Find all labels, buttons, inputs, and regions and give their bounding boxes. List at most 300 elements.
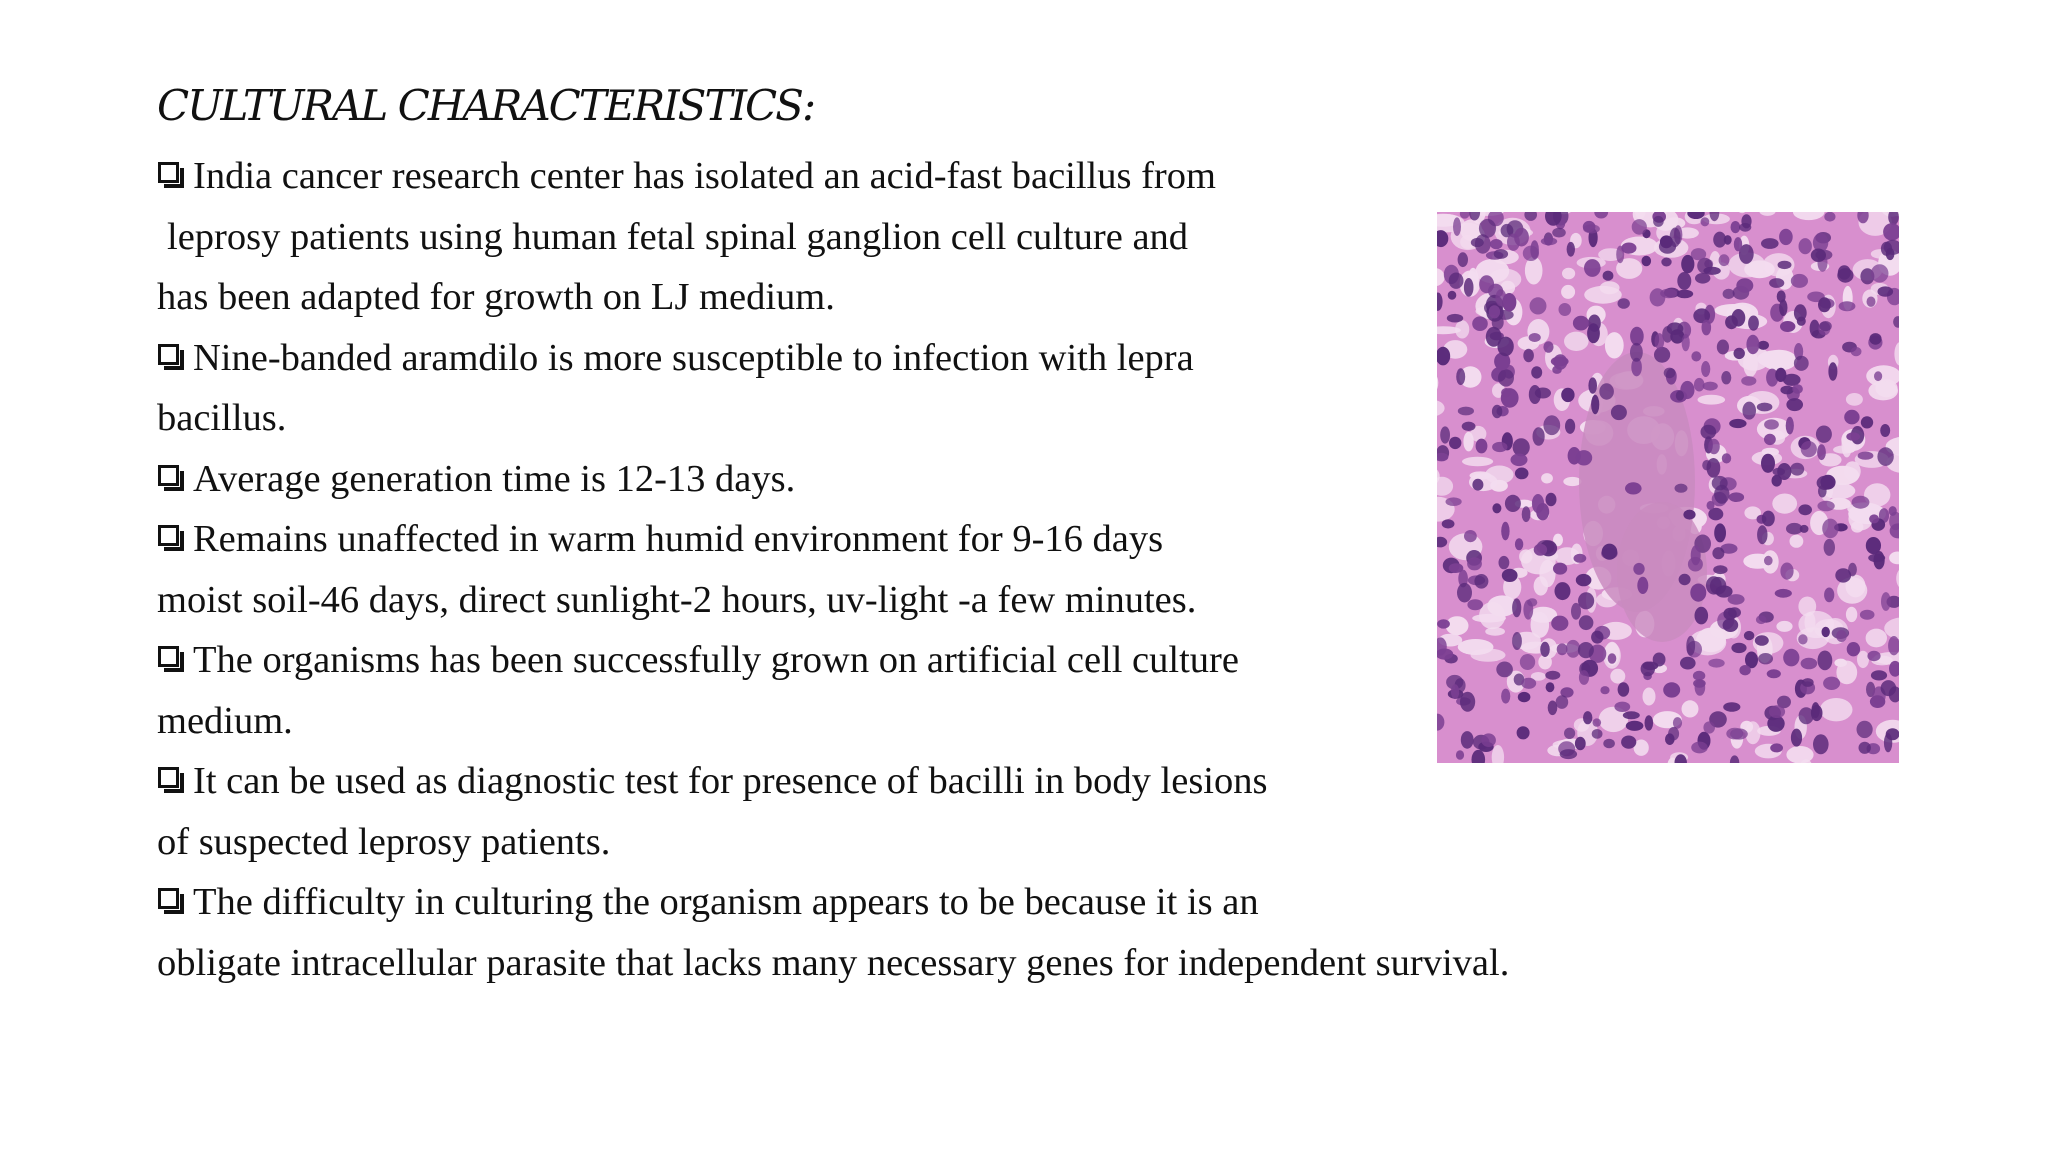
histology-shape [1654, 347, 1670, 363]
histology-shape [1562, 268, 1575, 280]
histology-shape [1551, 616, 1568, 631]
histology-shape [1496, 662, 1513, 678]
histology-shape [1871, 670, 1887, 680]
histology-shape [1823, 677, 1840, 690]
histology-shape [1447, 314, 1463, 323]
histology-shape [1690, 584, 1706, 602]
histology-shape [1707, 501, 1715, 510]
histology-shape [1621, 736, 1636, 749]
histology-shape [1645, 715, 1654, 730]
checkbox-bullet-icon [157, 885, 189, 917]
histology-shape [1695, 607, 1709, 625]
histology-shape [1717, 340, 1729, 355]
line-text: The organisms has been successfully grown on artificial cell culture [193, 639, 1239, 681]
histology-shape [1655, 333, 1665, 349]
histology-shape [1599, 383, 1614, 399]
histology-shape [1458, 252, 1468, 267]
bullet-line [157, 630, 1617, 691]
histology-shape [1626, 721, 1644, 731]
histology-shape [1512, 632, 1522, 650]
histology-shape [1691, 248, 1706, 260]
histology-shape [1446, 497, 1462, 506]
histology-shape [1881, 680, 1897, 696]
histology-shape [1530, 240, 1539, 259]
histology-shape [1474, 574, 1488, 589]
histology-shape [1779, 229, 1793, 245]
histology-shape [1714, 523, 1726, 542]
histology-shape [1757, 403, 1773, 412]
histology-shape [1748, 316, 1759, 331]
histology-shape [1721, 371, 1731, 384]
line-text: of suspected leprosy patients. [157, 820, 611, 863]
histology-shape [1663, 682, 1680, 697]
line-text: Average generation time is 12-13 days. [193, 457, 796, 500]
histology-shape [1719, 254, 1730, 266]
histology-shape [1880, 424, 1890, 437]
histology-shape [1786, 417, 1794, 435]
checkbox-bullet-icon [157, 159, 189, 191]
histology-shape [1561, 285, 1575, 299]
histology-shape [1573, 316, 1589, 331]
line-text: The difficulty in culturing the organism appears to be because it is an [193, 881, 1259, 923]
histology-shape [1440, 426, 1450, 443]
histology-shape [1617, 502, 1707, 642]
histology-shape [1579, 670, 1589, 685]
histology-shape [1546, 493, 1557, 507]
histology-shape [1501, 522, 1509, 541]
histology-shape [1838, 265, 1851, 279]
histology-shape [1798, 504, 1812, 515]
histology-shape [1464, 530, 1477, 542]
histology-shape [1591, 395, 1599, 415]
histology-shape [1456, 368, 1465, 385]
histology-shape [1553, 354, 1567, 369]
histology-shape [1802, 678, 1814, 687]
histology-svg [1437, 212, 1899, 763]
checkbox-bullet-icon [157, 764, 189, 796]
histology-shape [1575, 737, 1586, 750]
histology-shape [1712, 547, 1724, 559]
bullet-line [157, 872, 1617, 933]
histology-shape [1495, 289, 1506, 306]
histology-shape [1846, 393, 1863, 406]
histology-shape [1523, 600, 1533, 620]
histology-shape [1741, 214, 1751, 228]
histology-shape [1701, 217, 1710, 226]
histology-shape [1833, 446, 1854, 454]
histology-shape [1593, 718, 1602, 726]
histology-shape [1533, 427, 1545, 446]
histology-shape [1471, 238, 1484, 247]
histology-shape [1767, 669, 1781, 678]
histology-shape [1836, 630, 1847, 642]
histology-shape [1871, 264, 1889, 282]
histology-shape [1531, 366, 1542, 378]
histology-shape [1801, 658, 1818, 670]
histology-shape [1746, 335, 1759, 354]
histology-shape [1786, 746, 1813, 763]
histology-shape [1521, 678, 1536, 689]
histology-shape [1514, 228, 1529, 247]
histology-shape [1578, 642, 1594, 658]
histology-shape [1860, 610, 1875, 620]
histology-shape [1761, 454, 1775, 473]
histology-shape [1499, 556, 1510, 569]
histology-shape [1756, 615, 1767, 624]
histology-shape [1886, 248, 1895, 260]
histology-shape [1775, 589, 1792, 598]
histology-shape [1489, 305, 1500, 318]
histology-shape [1610, 669, 1625, 684]
histology-shape [1659, 239, 1676, 253]
histology-shape [1512, 598, 1521, 617]
histology-shape [1695, 273, 1710, 284]
histology-shape [1869, 514, 1879, 523]
histology-shape [1448, 291, 1457, 300]
histology-shape [1792, 384, 1803, 393]
histology-shape [1777, 463, 1791, 480]
histology-shape [1824, 212, 1835, 222]
histology-shape [1790, 463, 1804, 476]
histology-shape [1546, 682, 1555, 692]
histology-shape [1600, 686, 1609, 694]
histology-shape [1713, 565, 1727, 574]
histology-shape [1818, 297, 1831, 312]
histology-shape [1867, 651, 1880, 661]
histology-shape [1534, 544, 1547, 556]
histology-shape [1661, 258, 1671, 267]
histology-shape [1561, 388, 1574, 402]
continuation-line [157, 267, 1617, 328]
histology-shape [1623, 711, 1640, 719]
histology-shape [1556, 695, 1569, 709]
histology-shape [1776, 621, 1792, 632]
histology-shape [1783, 374, 1801, 386]
histology-shape [1818, 651, 1833, 671]
histology-shape [1517, 726, 1530, 739]
histology-shape [1770, 743, 1783, 752]
histology-shape [1691, 742, 1708, 754]
histology-shape [1458, 639, 1494, 655]
histology-shape [1702, 460, 1711, 470]
histology-shape [1741, 376, 1756, 386]
histology-shape [1723, 702, 1740, 712]
histology-shape [1822, 627, 1830, 637]
line-text: obligate intracellular parasite that lacks many necessary genes for independent survival. [157, 941, 1510, 984]
checkbox-bullet-icon [157, 522, 189, 554]
histology-shape [1519, 549, 1532, 563]
histology-shape [1650, 288, 1666, 306]
histology-shape [1605, 332, 1624, 358]
histology-shape [1449, 273, 1464, 289]
bullet-line [157, 449, 1617, 510]
histology-shape [1867, 297, 1876, 307]
line-text: leprosy patients using human fetal spinal ganglion cell culture and [167, 215, 1189, 258]
histology-shape [1522, 506, 1531, 522]
histology-shape [1505, 495, 1521, 512]
histology-shape [1490, 239, 1503, 249]
histology-shape [1846, 432, 1860, 440]
histology-shape [1731, 221, 1741, 233]
histology-shape [1576, 450, 1593, 465]
histology-shape [1722, 453, 1731, 463]
histology-shape [1769, 278, 1784, 288]
histology-shape [1492, 442, 1507, 452]
histology-shape [1458, 407, 1474, 416]
checkbox-bullet-icon [157, 643, 189, 675]
histology-shape [1783, 649, 1799, 667]
histology-shape [1472, 479, 1483, 491]
histology-shape [1811, 702, 1819, 718]
histology-shape [1764, 556, 1773, 566]
histology-shape [1557, 643, 1568, 655]
histology-shape [1442, 519, 1455, 528]
histology-shape [1614, 702, 1630, 712]
continuation-line [157, 933, 1617, 994]
histology-shape [1799, 238, 1812, 254]
histology-shape [1529, 333, 1541, 342]
line-text: bacillus. [157, 397, 287, 439]
histology-shape [1800, 525, 1809, 533]
bullet-line [157, 328, 1617, 389]
histology-shape [1625, 482, 1642, 494]
checkbox-bullet-icon [157, 462, 189, 494]
histology-shape [1464, 278, 1474, 297]
histology-shape [1839, 301, 1856, 311]
histology-shape [1764, 434, 1776, 445]
histology-shape [1497, 337, 1513, 357]
line-text: India cancer research center has isolated an acid-fast bacillus from [193, 155, 1216, 197]
histology-shape [1492, 405, 1502, 418]
histology-shape [1579, 615, 1594, 630]
histology-shape [1683, 510, 1695, 520]
histology-shape [1543, 415, 1560, 435]
histology-shape [1588, 377, 1597, 393]
histology-shape [1592, 729, 1603, 739]
histology-shape [1886, 728, 1899, 740]
histology-shape [1462, 457, 1493, 466]
histology-shape [1868, 381, 1898, 400]
continuation-line [157, 570, 1617, 631]
continuation-line [157, 388, 1617, 449]
histology-shape [1734, 237, 1742, 251]
histology-shape [1681, 255, 1694, 273]
histology-shape [1708, 439, 1720, 455]
histology-shape [1686, 636, 1695, 656]
histology-shape [1653, 653, 1666, 667]
histology-shape [1691, 545, 1701, 565]
histology-shape [1791, 274, 1808, 288]
histology-shape [1677, 272, 1691, 290]
histology-shape [1828, 362, 1837, 381]
histology-shape [1461, 731, 1474, 749]
line-text: medium. [157, 699, 293, 742]
histology-shape [1878, 286, 1894, 296]
histology-shape [1525, 257, 1543, 285]
histology-shape [1762, 511, 1775, 527]
histology-shape [1805, 612, 1816, 633]
histology-shape [1755, 635, 1769, 646]
histology-shape [1485, 627, 1505, 635]
histology-shape [1758, 653, 1773, 664]
histology-shape [1449, 437, 1461, 449]
histology-shape [1780, 321, 1795, 332]
histology-shape [1476, 439, 1488, 454]
histology-shape [1576, 574, 1592, 586]
histology-shape [1780, 386, 1793, 395]
histology-shape [1675, 484, 1688, 493]
histology-shape [1553, 563, 1567, 575]
bullet-line [157, 146, 1617, 207]
histology-shape [1642, 256, 1652, 267]
histology-shape [1694, 378, 1705, 392]
histology-shape [1817, 501, 1834, 512]
histology-shape [1555, 582, 1571, 600]
histology-shape [1494, 249, 1508, 259]
histology-shape [1798, 634, 1807, 644]
histology-image [1437, 212, 1899, 763]
histology-shape [1757, 525, 1767, 544]
histology-shape [1603, 739, 1615, 749]
histology-shape [1608, 653, 1617, 664]
histology-shape [1462, 422, 1476, 431]
continuation-line [157, 207, 1617, 268]
histology-shape [1564, 332, 1589, 351]
line-text: has been adapted for growth on LJ medium. [157, 276, 835, 318]
histology-shape [1857, 721, 1873, 738]
histology-shape [1584, 259, 1601, 277]
histology-shape [1728, 607, 1741, 617]
histology-shape [1724, 235, 1732, 245]
histology-shape [1603, 271, 1614, 281]
histology-shape [1583, 224, 1600, 233]
histology-shape [1778, 261, 1792, 269]
histology-shape [1578, 592, 1594, 609]
histology-shape [1511, 454, 1528, 467]
histology-shape [1523, 349, 1534, 362]
histology-shape [1817, 444, 1826, 460]
histology-shape [1736, 278, 1753, 293]
histology-shape [1502, 569, 1518, 582]
histology-shape [1456, 750, 1464, 760]
histology-shape [1772, 494, 1797, 514]
histology-shape [1680, 657, 1696, 670]
histology-shape [1706, 576, 1722, 594]
histology-shape [1530, 297, 1547, 314]
histology-shape [1541, 473, 1553, 483]
histology-shape [1515, 468, 1529, 480]
histology-shape [1822, 519, 1838, 539]
histology-shape [1449, 563, 1464, 573]
line-text: Nine-banded aramdilo is more susceptible to infection with lepra [193, 336, 1194, 379]
slide-body [157, 146, 1617, 993]
histology-shape [1869, 333, 1881, 345]
histology-shape [1791, 729, 1802, 747]
histology-shape [1676, 391, 1684, 401]
slide-title: CULTURAL CHARACTERISTICS: [157, 81, 815, 130]
histology-shape [1729, 419, 1746, 428]
histology-shape [1453, 217, 1461, 236]
histology-shape [1846, 607, 1857, 622]
histology-shape [1463, 432, 1473, 452]
histology-shape [1540, 642, 1550, 657]
histology-shape [1618, 298, 1630, 309]
histology-shape [1723, 618, 1739, 632]
histology-shape [1818, 485, 1827, 497]
histology-shape [1437, 619, 1450, 628]
histology-shape [1698, 395, 1726, 405]
checkbox-bullet-icon [157, 341, 189, 373]
histology-shape [1472, 316, 1488, 331]
histology-shape [1835, 568, 1851, 582]
histology-shape [1460, 692, 1475, 712]
histology-shape [1861, 416, 1873, 428]
histology-shape [1583, 711, 1592, 724]
histology-shape [1820, 698, 1853, 721]
histology-shape [1824, 588, 1834, 603]
histology-shape [1641, 662, 1655, 677]
histology-shape [1852, 496, 1870, 509]
histology-shape [1729, 492, 1744, 502]
histology-shape [1816, 426, 1832, 443]
continuation-line [157, 812, 1617, 873]
histology-shape [1769, 705, 1785, 718]
histology-shape [1739, 665, 1750, 675]
histology-shape [1587, 323, 1600, 343]
histology-shape [1790, 535, 1804, 548]
histology-shape [1866, 629, 1887, 648]
histology-shape [1498, 369, 1514, 386]
histology-shape [1668, 727, 1679, 741]
histology-shape [1730, 728, 1748, 739]
histology-shape [1467, 599, 1483, 610]
histology-shape [1714, 485, 1729, 504]
histology-shape [1691, 351, 1701, 361]
bullet-line [157, 509, 1617, 570]
histology-shape [1560, 749, 1577, 759]
histology-shape [1847, 642, 1860, 656]
histology-shape [1574, 554, 1587, 563]
histology-shape [1844, 410, 1859, 425]
histology-shape [1734, 348, 1745, 359]
histology-shape [1564, 728, 1575, 739]
histology-shape [1632, 219, 1647, 235]
histology-shape [1703, 382, 1718, 391]
histology-shape [1780, 563, 1793, 580]
histology-shape [1501, 388, 1519, 408]
histology-shape [1811, 249, 1826, 262]
histology-shape [1552, 228, 1566, 238]
histology-shape [1571, 603, 1581, 620]
histology-shape [1813, 734, 1829, 754]
histology-shape [1725, 315, 1738, 329]
histology-shape [1731, 643, 1746, 653]
histology-shape [1618, 682, 1630, 696]
histology-shape [1621, 243, 1636, 254]
histology-shape [1541, 237, 1557, 245]
histology-shape [1794, 304, 1807, 321]
histology-shape [1742, 402, 1756, 420]
histology-shape [1602, 544, 1618, 560]
histology-shape [1492, 503, 1501, 513]
histology-shape [1479, 602, 1505, 629]
line-text: moist soil-46 days, direct sunlight-2 hours, uv-light -a few minutes. [157, 578, 1197, 621]
histology-shape [1481, 733, 1496, 747]
histology-shape [1633, 563, 1644, 575]
histology-shape [1744, 631, 1754, 640]
histology-shape [1535, 388, 1551, 399]
histology-shape [1834, 659, 1847, 667]
